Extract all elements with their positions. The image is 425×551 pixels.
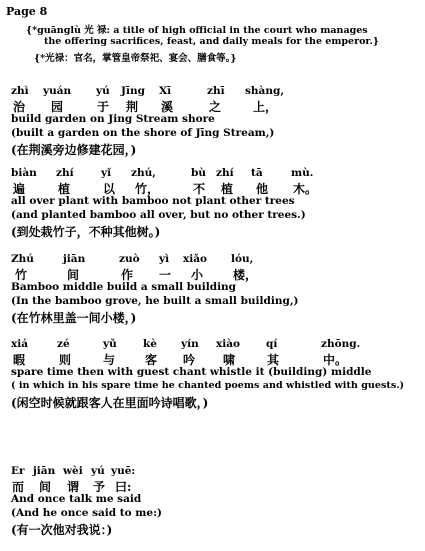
pinyin-token: yǐ xyxy=(101,167,112,179)
translation-line: (In the bamboo grove, he built a small building,) xyxy=(11,295,299,307)
pinyin-token: zhú, xyxy=(131,167,156,179)
gloss-line: Bamboo middle build a small building xyxy=(11,281,237,293)
hanzi-token: 不 xyxy=(193,182,206,196)
pinyin-token: qí xyxy=(266,338,278,350)
hanzi-token: 与 xyxy=(103,353,116,367)
pinyin-token: zuò xyxy=(119,253,140,265)
hanzi-token: 作 xyxy=(121,268,134,282)
pinyin-token: zé xyxy=(57,338,70,350)
hanzi-token: 园 xyxy=(51,100,64,114)
pinyin-line xyxy=(11,253,419,266)
chinese-paraphrase-line: (在竹林里盖一间小楼，) xyxy=(11,311,137,325)
chinese-paraphrase-line: (到处栽竹子，不种其他树。) xyxy=(11,225,161,239)
hanzi-token: 吟 xyxy=(183,353,196,367)
hanzi-token: 而 xyxy=(12,480,25,494)
pinyin-token: shàng, xyxy=(245,85,284,97)
hanzi-token: 予 xyxy=(93,480,106,494)
hanzi-line xyxy=(11,351,419,366)
hanzi-token: 上， xyxy=(253,100,278,114)
pinyin-token: zhōng. xyxy=(321,338,361,350)
passage-section-4 xyxy=(11,338,419,409)
gloss-line: all over plant with bamboo not plant other trees xyxy=(11,195,295,207)
translation-line: (and planted bamboo all over, but no other trees.) xyxy=(11,209,306,221)
pinyin-token: Xī xyxy=(159,85,172,97)
pinyin-token: zhí xyxy=(56,167,74,179)
pinyin-token: zhī xyxy=(207,85,225,97)
pinyin-token: yú xyxy=(91,465,105,477)
hanzi-token: 植 xyxy=(58,182,71,196)
pinyin-token: yín xyxy=(181,338,199,350)
footnote-zh: {*光禄：官名，掌管皇帝祭祀、宴会、膳食等。} xyxy=(34,53,237,64)
hanzi-token: 治 xyxy=(13,100,26,114)
hanzi-token: 间 xyxy=(67,268,80,282)
gloss-line: build garden on Jing Stream shore xyxy=(11,113,215,125)
hanzi-token: 客 xyxy=(145,353,158,367)
hanzi-token: 竹， xyxy=(135,182,160,196)
pinyin-token: yuán xyxy=(43,85,72,97)
pinyin-token: mù. xyxy=(291,167,314,179)
pinyin-token: lóu, xyxy=(231,253,254,265)
hanzi-token: 小 xyxy=(191,268,204,282)
pinyin-token: yì xyxy=(159,253,170,265)
hanzi-token: 楼， xyxy=(233,268,258,282)
hanzi-token: 谓 xyxy=(67,480,80,494)
page-label: Page 8 xyxy=(6,5,48,18)
hanzi-token: 遍 xyxy=(13,182,26,196)
pinyin-token: zhì xyxy=(11,85,29,97)
chinese-paraphrase-line: (在荆溪旁边修建花园，) xyxy=(11,143,137,157)
pinyin-token: tā xyxy=(251,167,263,179)
pinyin-token: Zhú xyxy=(11,253,34,265)
pinyin-token: jiān xyxy=(33,465,56,477)
pinyin-token: yǔ xyxy=(103,338,117,350)
hanzi-token: 荆 xyxy=(126,100,139,114)
passage-section-5 xyxy=(11,465,419,536)
hanzi-token: 间 xyxy=(39,480,52,494)
hanzi-token: 之 xyxy=(209,100,222,114)
gloss-line: spare time then with guest chant whistle it (building) middle xyxy=(11,366,372,378)
passage-section-1 xyxy=(11,85,419,156)
pinyin-token: yuē: xyxy=(111,465,136,477)
hanzi-token: 植 xyxy=(221,182,234,196)
pinyin-token: bù xyxy=(191,167,206,179)
translation-line: (And he once said to me:) xyxy=(11,507,162,519)
hanzi-line xyxy=(11,180,419,195)
hanzi-token: 暇 xyxy=(13,353,26,367)
hanzi-token: 木。 xyxy=(293,182,318,196)
hanzi-token: 其 xyxy=(267,353,280,367)
chinese-paraphrase-line: (有一次他对我说：) xyxy=(11,523,113,537)
footnote-en-line-1: {*guānglù 光 禄: a title of high official in the court who manages xyxy=(26,25,368,36)
hanzi-line xyxy=(11,98,419,113)
hanzi-line xyxy=(11,478,419,493)
hanzi-token: 一 xyxy=(159,268,172,282)
translation-line: ( in which in his spare time he chanted poems and whistled with guests.) xyxy=(11,380,405,391)
gloss-line: And once talk me said xyxy=(11,493,142,505)
pinyin-token: xiào xyxy=(216,338,241,350)
hanzi-token: 他 xyxy=(256,182,269,196)
pinyin-line xyxy=(11,465,419,478)
pinyin-token: yú xyxy=(96,85,110,97)
pinyin-token: wèi xyxy=(63,465,83,477)
pinyin-token: kè xyxy=(143,338,157,350)
pinyin-token: xiá xyxy=(11,338,29,350)
hanzi-token: 以 xyxy=(103,182,116,196)
hanzi-token: 溪 xyxy=(161,100,174,114)
hanzi-token: 于 xyxy=(97,100,110,114)
translation-line: (built a garden on the shore of Jīng Stream,) xyxy=(11,127,275,139)
pinyin-line xyxy=(11,338,419,351)
footnote-en-line-2: the offering sacrifices, feast, and daily meals for the emperor.} xyxy=(44,36,379,47)
chinese-paraphrase-line: (闲空时候就跟客人在里面吟诗唱歌，) xyxy=(11,396,209,410)
hanzi-token: 中。 xyxy=(323,353,348,367)
pinyin-token: zhí xyxy=(216,167,234,179)
hanzi-token: 则 xyxy=(59,353,72,367)
hanzi-token: 啸 xyxy=(223,353,236,367)
passage-section-2 xyxy=(11,167,419,238)
pinyin-line xyxy=(11,167,419,180)
hanzi-line xyxy=(11,266,419,281)
pinyin-token: xiǎo xyxy=(183,253,208,265)
hanzi-token: 竹 xyxy=(15,268,28,282)
pinyin-token: jiān xyxy=(63,253,86,265)
pinyin-line xyxy=(11,85,419,98)
pinyin-token: biàn xyxy=(11,167,37,179)
pinyin-token: Er xyxy=(11,465,25,477)
pinyin-token: Jīng xyxy=(121,85,145,97)
passage-section-3 xyxy=(11,253,419,324)
hanzi-token: 曰: xyxy=(115,480,132,494)
